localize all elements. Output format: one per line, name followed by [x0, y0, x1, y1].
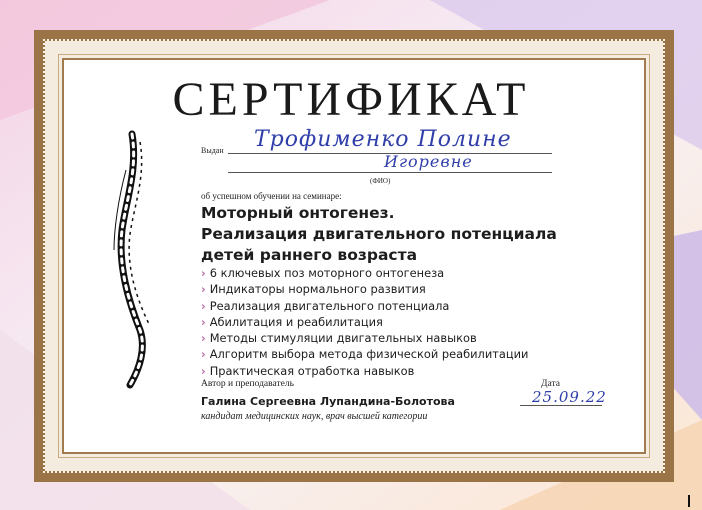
- list-item: › Практическая отработка навыков: [201, 363, 415, 378]
- date-label: Дата: [541, 379, 560, 389]
- recipient-line-2: [228, 172, 552, 173]
- author-name: Галина Сергеевна Лупандина-Болотова: [201, 395, 455, 408]
- chevron-bullet-icon: ›: [201, 331, 206, 346]
- chevron-bullet-icon: ›: [201, 266, 206, 280]
- chevron-bullet-icon: ›: [201, 347, 206, 362]
- seminar-intro: об успешном обучении на семинаре:: [201, 191, 342, 201]
- course-title-line: детей раннего возраста: [201, 246, 418, 264]
- topics-list: [201, 265, 528, 379]
- chevron-bullet-icon: ›: [201, 314, 206, 329]
- course-title-line: Моторный онтогенез.: [201, 204, 395, 222]
- certificate-title: СЕРТИФИКАТ: [172, 73, 530, 126]
- author-credentials: кандидат медицинских наук, врач высшей категории: [201, 411, 428, 422]
- chevron-bullet-icon: ›: [201, 298, 206, 313]
- chevron-bullet-icon: ›: [201, 363, 206, 378]
- chevron-bullet-icon: ›: [201, 282, 206, 297]
- list-item: › Индикаторы нормального развития: [201, 282, 426, 297]
- author-role-label: Автор и преподаватель: [201, 379, 294, 389]
- scan-mark: [688, 495, 690, 507]
- issued-label: Выдан: [201, 146, 224, 155]
- course-title: [201, 203, 557, 266]
- recipient-name-line2: Игоревне: [384, 152, 473, 171]
- list-item: › Методы стимуляции двигательных навыков: [201, 331, 477, 346]
- course-title-line: Реализация двигательного потенциала: [201, 225, 557, 243]
- recipient-name-line1: Трофименко Полине: [254, 127, 512, 152]
- fio-label: (ФИО): [370, 177, 391, 185]
- spine-illustration: [108, 130, 178, 390]
- list-item: › Абилитация и реабилитация: [201, 314, 383, 329]
- list-item: › Алгоритм выбора метода физической реабилитации: [201, 347, 529, 362]
- date-value: 25.09.22: [532, 388, 607, 406]
- list-item: › 6 ключевых поз моторного онтогенеза: [201, 266, 445, 280]
- list-item: › Реализация двигательного потенциала: [201, 298, 450, 313]
